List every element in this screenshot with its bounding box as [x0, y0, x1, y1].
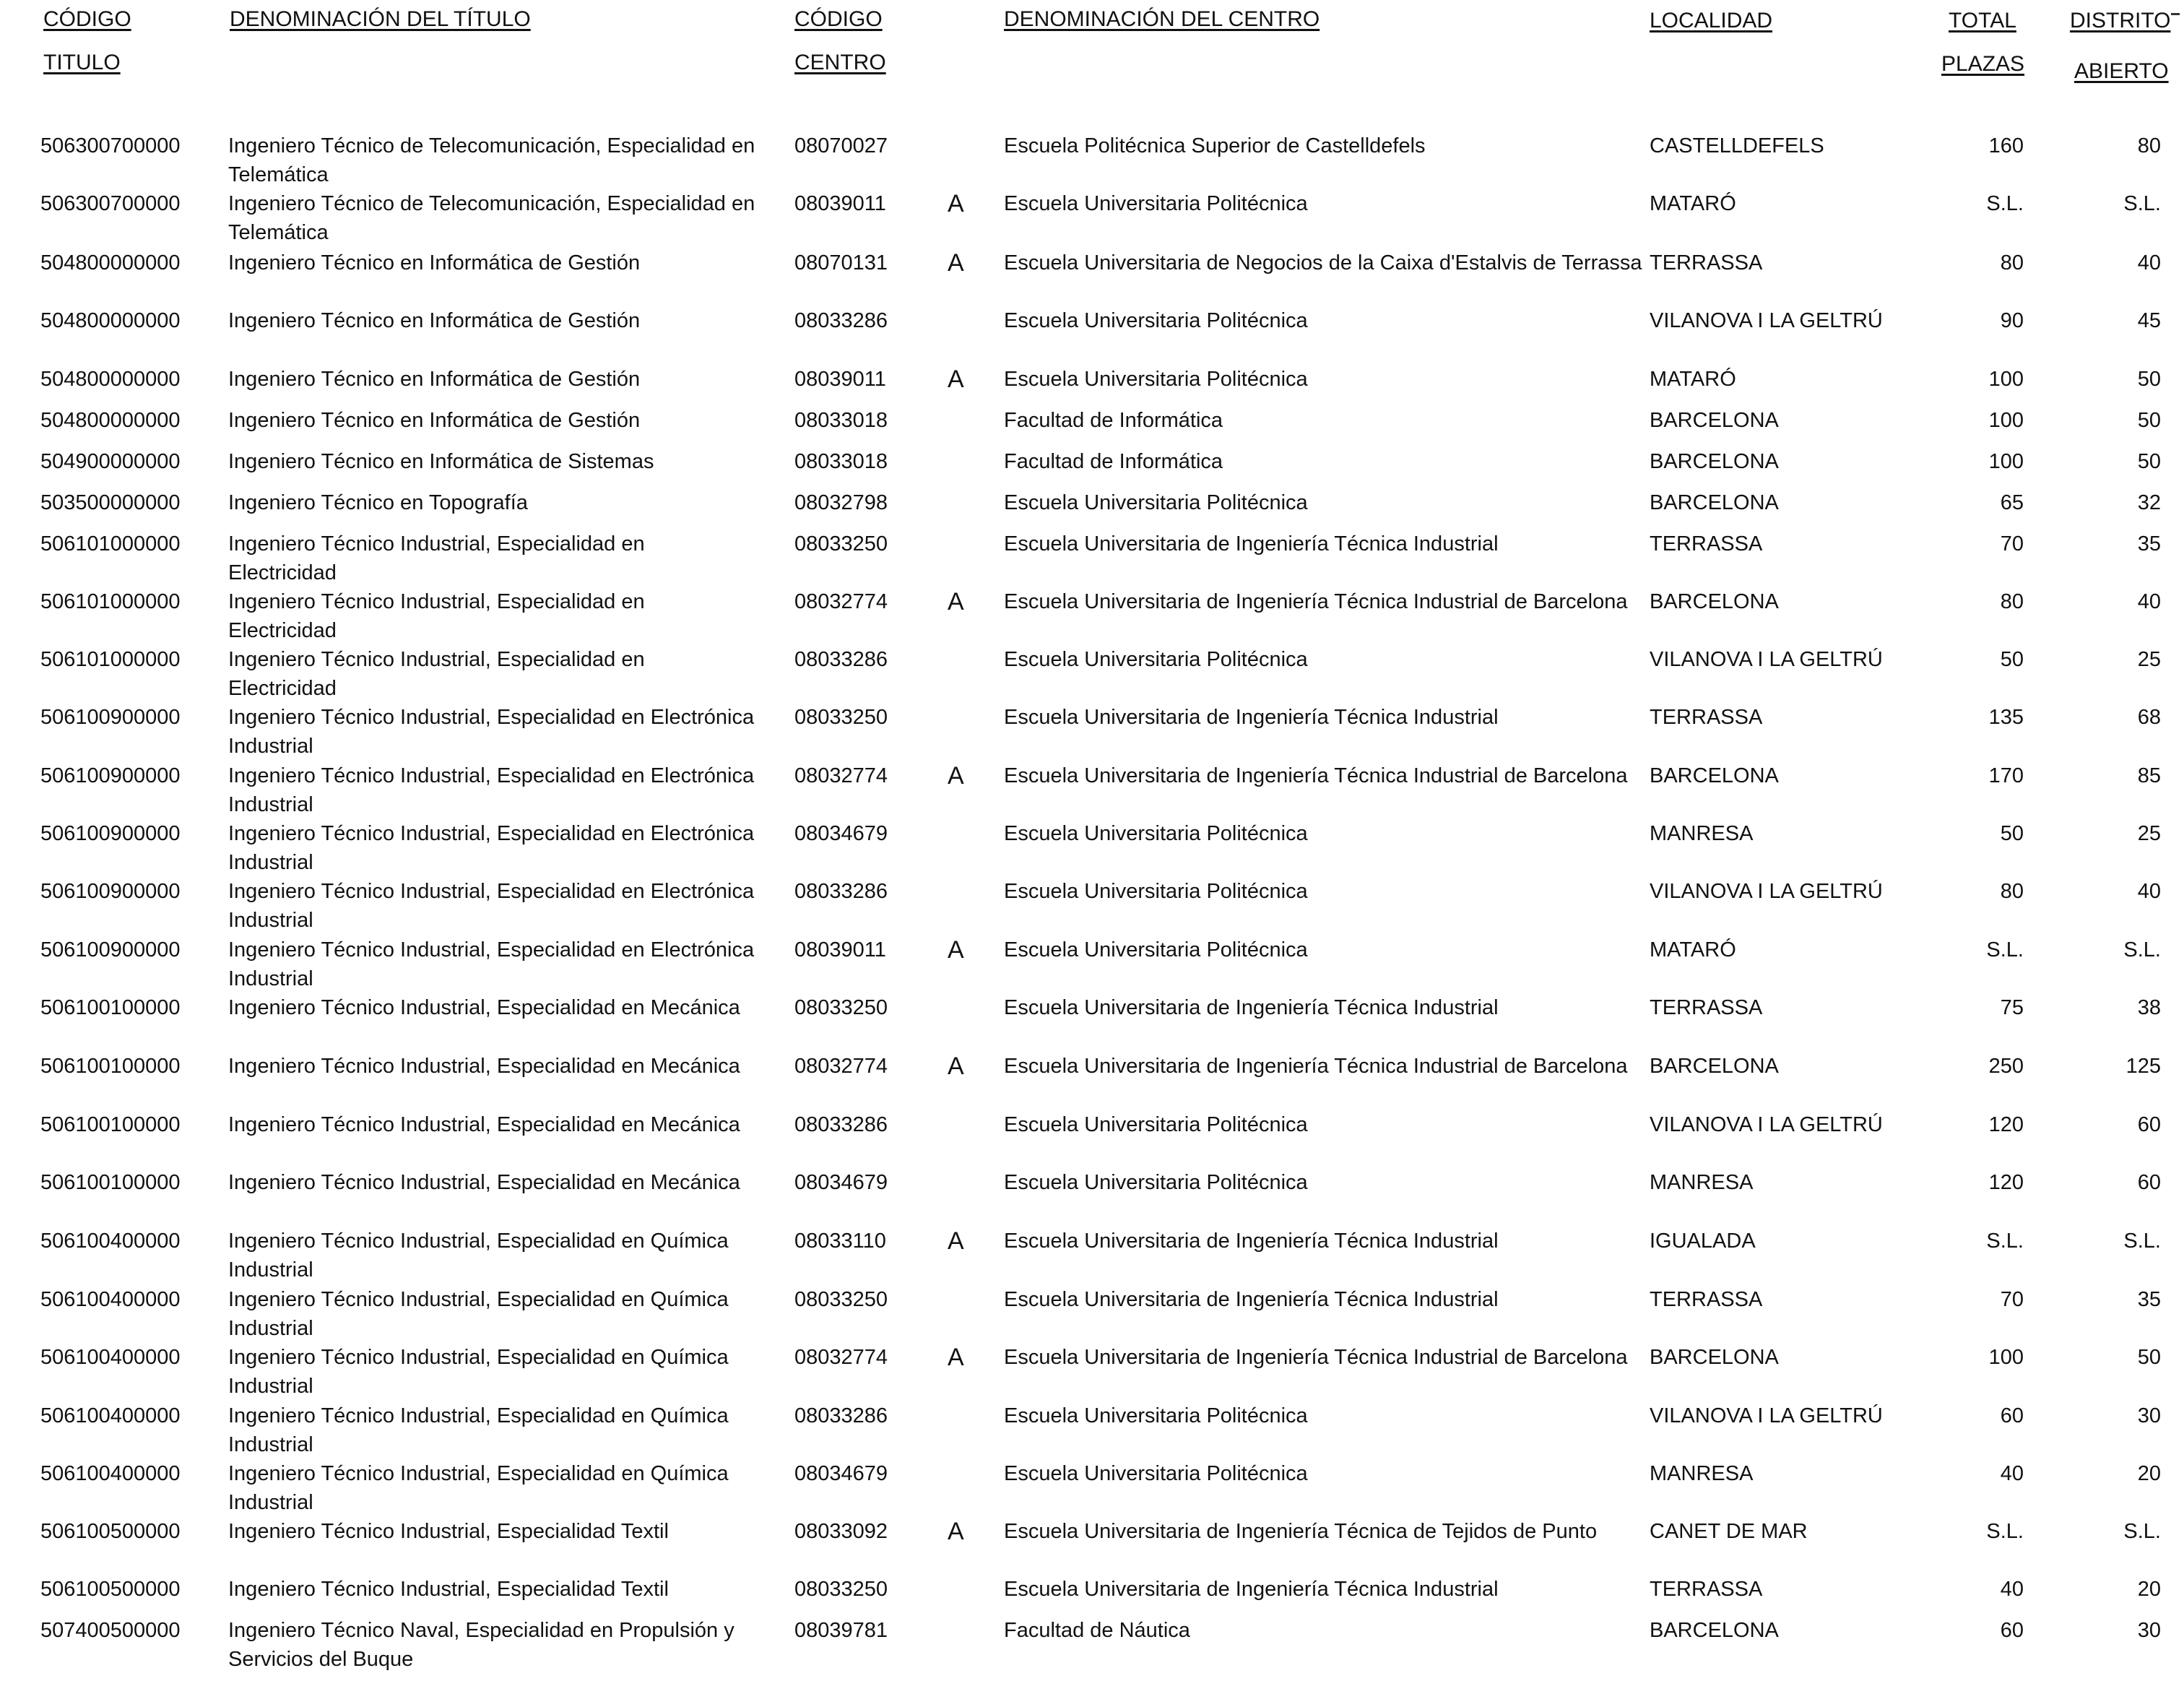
denominacion-centro: Escuela Universitaria Politécnica	[1004, 880, 1308, 903]
total-plazas: S.L.	[1986, 192, 2024, 215]
total-plazas: 60	[2000, 1404, 2024, 1427]
codigo-centro: 08034679	[794, 1462, 888, 1485]
denominacion-centro: Escuela Universitaria de Ingeniería Técnica Industrial de Barcelona	[1004, 764, 1628, 787]
denominacion-titulo: Ingeniero Técnico en Informática de Sistemas	[228, 450, 654, 473]
denominacion-titulo: Ingeniero Técnico Industrial, Especialidad en Mecánica	[228, 1171, 740, 1194]
flag-a: A	[948, 1227, 964, 1255]
distrito-abierto: 68	[2137, 706, 2161, 729]
localidad: BARCELONA	[1650, 450, 1779, 473]
distrito-abierto: S.L.	[2123, 1230, 2161, 1253]
distrito-abierto: 50	[2137, 450, 2161, 473]
codigo-titulo: 506100500000	[40, 1520, 181, 1543]
codigo-centro: 08033286	[794, 1113, 888, 1136]
denominacion-titulo: Ingeniero Técnico en Topografía	[228, 491, 528, 514]
distrito-abierto: 40	[2137, 590, 2161, 613]
denominacion-centro: Escuela Universitaria Politécnica	[1004, 192, 1308, 215]
codigo-titulo: 506100100000	[40, 1055, 181, 1078]
codigo-titulo: 504800000000	[40, 409, 181, 432]
denominacion-titulo: Ingeniero Técnico Industrial, Especialidad Textil	[228, 1578, 669, 1601]
total-plazas: 100	[1988, 1346, 2024, 1369]
localidad: VILANOVA I LA GELTRÚ	[1650, 648, 1883, 671]
denominacion-centro: Escuela Universitaria Politécnica	[1004, 491, 1308, 514]
codigo-titulo: 506100900000	[40, 880, 181, 903]
header-codigo-centro-line2: CENTRO	[794, 51, 886, 74]
codigo-centro: 08033250	[794, 996, 888, 1019]
distrito-abierto: 85	[2137, 764, 2161, 787]
edge-mark	[2171, 13, 2180, 15]
total-plazas: 70	[2000, 532, 2024, 556]
denominacion-titulo: Ingeniero Técnico en Informática de Gestión	[228, 251, 641, 275]
codigo-titulo: 506100900000	[40, 764, 181, 787]
flag-a: A	[948, 1344, 964, 1371]
header-denominacion-titulo: DENOMINACIÓN DEL TÍTULO	[230, 7, 531, 31]
codigo-titulo: 506101000000	[40, 648, 181, 671]
distrito-abierto: 40	[2137, 251, 2161, 275]
total-plazas: 65	[2000, 491, 2024, 514]
localidad: VILANOVA I LA GELTRÚ	[1650, 880, 1883, 903]
denominacion-centro: Escuela Universitaria Politécnica	[1004, 368, 1308, 391]
localidad: MANRESA	[1650, 1462, 1754, 1485]
codigo-titulo: 506100900000	[40, 706, 181, 729]
denominacion-titulo: Ingeniero Técnico Industrial, Especialidad Textil	[228, 1520, 669, 1543]
total-plazas: 40	[2000, 1462, 2024, 1485]
distrito-abierto: 60	[2137, 1171, 2161, 1194]
denominacion-titulo: Ingeniero Técnico Industrial, Especialidad en Mecánica	[228, 996, 740, 1019]
flag-a: A	[948, 936, 964, 964]
denominacion-titulo: Ingeniero Técnico Industrial, Especialidad en Mecánica	[228, 1055, 740, 1078]
codigo-titulo: 506100400000	[40, 1462, 181, 1485]
header-codigo-titulo-line1: CÓDIGO	[43, 7, 131, 31]
distrito-abierto: 60	[2137, 1113, 2161, 1136]
codigo-titulo: 506100100000	[40, 1113, 181, 1136]
localidad: BARCELONA	[1650, 764, 1779, 787]
distrito-abierto: 50	[2137, 409, 2161, 432]
codigo-titulo: 506100400000	[40, 1346, 181, 1369]
denominacion-centro: Escuela Universitaria de Ingeniería Técnica Industrial	[1004, 1578, 1499, 1601]
localidad: MATARÓ	[1650, 938, 1736, 961]
flag-a: A	[948, 249, 964, 277]
codigo-titulo: 506100500000	[40, 1578, 181, 1601]
denominacion-centro: Escuela Universitaria de Ingeniería Técnica Industrial	[1004, 996, 1499, 1019]
localidad: MATARÓ	[1650, 368, 1736, 391]
localidad: BARCELONA	[1650, 590, 1779, 613]
localidad: MANRESA	[1650, 822, 1754, 845]
denominacion-centro: Escuela Universitaria Politécnica	[1004, 648, 1308, 671]
codigo-centro: 08033110	[794, 1230, 886, 1253]
localidad: TERRASSA	[1650, 1578, 1763, 1601]
codigo-titulo: 506100100000	[40, 996, 181, 1019]
denominacion-centro: Escuela Universitaria Politécnica	[1004, 938, 1308, 961]
denominacion-titulo: Ingeniero Técnico Industrial, Especialidad en Electrónica Industrial	[228, 764, 755, 816]
localidad: TERRASSA	[1650, 251, 1763, 275]
distrito-abierto: 50	[2137, 368, 2161, 391]
localidad: BARCELONA	[1650, 1055, 1779, 1078]
codigo-centro: 08070131	[794, 251, 888, 275]
codigo-centro: 08070027	[794, 134, 888, 157]
denominacion-centro: Escuela Universitaria de Ingeniería Técnica Industrial de Barcelona	[1004, 590, 1628, 613]
distrito-abierto: 20	[2137, 1578, 2161, 1601]
denominacion-titulo: Ingeniero Técnico Industrial, Especialidad en Química Industrial	[228, 1288, 729, 1340]
total-plazas: 70	[2000, 1288, 2024, 1311]
denominacion-titulo: Ingeniero Técnico Industrial, Especialidad en Mecánica	[228, 1113, 740, 1136]
localidad: MATARÓ	[1650, 192, 1736, 215]
distrito-abierto: 25	[2137, 648, 2161, 671]
distrito-abierto: 25	[2137, 822, 2161, 845]
localidad: VILANOVA I LA GELTRÚ	[1650, 1113, 1883, 1136]
distrito-abierto: 45	[2137, 309, 2161, 332]
codigo-centro: 08032774	[794, 764, 888, 787]
codigo-titulo: 504800000000	[40, 368, 181, 391]
total-plazas: 50	[2000, 822, 2024, 845]
denominacion-centro: Escuela Universitaria de Ingeniería Técnica Industrial	[1004, 706, 1499, 729]
localidad: CASTELLDEFELS	[1650, 134, 1824, 157]
codigo-centro: 08033286	[794, 1404, 888, 1427]
flag-a: A	[948, 588, 964, 615]
distrito-abierto: 30	[2137, 1404, 2161, 1427]
localidad: TERRASSA	[1650, 996, 1763, 1019]
denominacion-titulo: Ingeniero Técnico Industrial, Especialidad en Química Industrial	[228, 1462, 729, 1514]
distrito-abierto: 35	[2137, 1288, 2161, 1311]
total-plazas: S.L.	[1986, 1230, 2024, 1253]
localidad: TERRASSA	[1650, 706, 1763, 729]
denominacion-titulo: Ingeniero Técnico Industrial, Especialidad en Electrónica Industrial	[228, 880, 755, 932]
denominacion-titulo: Ingeniero Técnico en Informática de Gestión	[228, 409, 641, 432]
total-plazas: 80	[2000, 251, 2024, 275]
header-codigo-titulo-line2: TITULO	[43, 51, 121, 74]
codigo-centro: 08033286	[794, 880, 888, 903]
header-denominacion-centro: DENOMINACIÓN DEL CENTRO	[1004, 7, 1320, 31]
denominacion-centro: Escuela Universitaria de Ingeniería Técnica Industrial	[1004, 532, 1499, 556]
distrito-abierto: 40	[2137, 880, 2161, 903]
codigo-titulo: 506100400000	[40, 1404, 181, 1427]
codigo-centro: 08033250	[794, 1288, 888, 1311]
denominacion-titulo: Ingeniero Técnico Industrial, Especialidad en Química Industrial	[228, 1346, 729, 1398]
codigo-titulo: 506100900000	[40, 822, 181, 845]
codigo-titulo: 506100100000	[40, 1171, 181, 1194]
denominacion-titulo: Ingeniero Técnico Industrial, Especialidad en Electricidad	[228, 532, 645, 584]
codigo-centro: 08033250	[794, 706, 888, 729]
codigo-centro: 08039011	[794, 192, 886, 215]
denominacion-titulo: Ingeniero Técnico en Informática de Gestión	[228, 309, 641, 332]
denominacion-centro: Escuela Universitaria Politécnica	[1004, 309, 1308, 332]
distrito-abierto: 125	[2126, 1055, 2161, 1078]
denominacion-centro: Escuela Universitaria Politécnica	[1004, 1171, 1308, 1194]
total-plazas: 120	[1988, 1113, 2024, 1136]
flag-a: A	[948, 762, 964, 790]
distrito-abierto: S.L.	[2123, 192, 2161, 215]
denominacion-centro: Escuela Universitaria Politécnica	[1004, 1113, 1308, 1136]
total-plazas: 40	[2000, 1578, 2024, 1601]
codigo-titulo: 504900000000	[40, 450, 181, 473]
codigo-titulo: 504800000000	[40, 309, 181, 332]
denominacion-centro: Escuela Universitaria de Ingeniería Técnica Industrial de Barcelona	[1004, 1055, 1628, 1078]
codigo-titulo: 506100900000	[40, 938, 181, 961]
denominacion-titulo: Ingeniero Técnico Industrial, Especialidad en Electrónica Industrial	[228, 938, 755, 990]
total-plazas: 80	[2000, 590, 2024, 613]
codigo-titulo: 504800000000	[40, 251, 181, 275]
distrito-abierto: 38	[2137, 996, 2161, 1019]
flag-a: A	[948, 190, 964, 217]
localidad: IGUALADA	[1650, 1230, 1756, 1253]
codigo-titulo: 506100400000	[40, 1230, 181, 1253]
localidad: BARCELONA	[1650, 1619, 1779, 1642]
denominacion-titulo: Ingeniero Técnico Naval, Especialidad en Propulsión y Servicios del Buque	[228, 1619, 734, 1671]
total-plazas: 170	[1988, 764, 2024, 787]
total-plazas: 160	[1988, 134, 2024, 157]
codigo-centro: 08039011	[794, 938, 886, 961]
codigo-titulo: 506100400000	[40, 1288, 181, 1311]
codigo-centro: 08034679	[794, 822, 888, 845]
codigo-centro: 08034679	[794, 1171, 888, 1194]
codigo-centro: 08033018	[794, 409, 888, 432]
total-plazas: 100	[1988, 368, 2024, 391]
total-plazas: 120	[1988, 1171, 2024, 1194]
header-total-plazas-line1: TOTAL	[1949, 9, 2016, 33]
denominacion-titulo: Ingeniero Técnico de Telecomunicación, Especialidad en Telemática	[228, 192, 755, 244]
distrito-abierto: 35	[2137, 532, 2161, 556]
codigo-centro: 08033092	[794, 1520, 888, 1543]
total-plazas: 50	[2000, 648, 2024, 671]
codigo-titulo: 506101000000	[40, 590, 181, 613]
codigo-centro: 08032798	[794, 491, 888, 514]
total-plazas: 250	[1988, 1055, 2024, 1078]
denominacion-centro: Escuela Universitaria de Ingeniería Técnica Industrial de Barcelona	[1004, 1346, 1628, 1369]
codigo-centro: 08033286	[794, 648, 888, 671]
localidad: TERRASSA	[1650, 532, 1763, 556]
distrito-abierto: S.L.	[2123, 938, 2161, 961]
denominacion-titulo: Ingeniero Técnico Industrial, Especialidad en Química Industrial	[228, 1404, 729, 1456]
codigo-titulo: 507400500000	[40, 1619, 181, 1642]
distrito-abierto: 20	[2137, 1462, 2161, 1485]
denominacion-titulo: Ingeniero Técnico Industrial, Especialidad en Electricidad	[228, 648, 645, 700]
localidad: MANRESA	[1650, 1171, 1754, 1194]
codigo-centro: 08032774	[794, 590, 888, 613]
distrito-abierto: 32	[2137, 491, 2161, 514]
codigo-centro: 08032774	[794, 1055, 888, 1078]
denominacion-centro: Escuela Universitaria Politécnica	[1004, 822, 1308, 845]
distrito-abierto: 30	[2137, 1619, 2161, 1642]
localidad: CANET DE MAR	[1650, 1520, 1808, 1543]
denominacion-centro: Escuela Politécnica Superior de Castelldefels	[1004, 134, 1426, 157]
denominacion-centro: Escuela Universitaria de Negocios de la Caixa d'Estalvis de Terrassa	[1004, 251, 1642, 275]
total-plazas: S.L.	[1986, 1520, 2024, 1543]
flag-a: A	[948, 1053, 964, 1080]
denominacion-titulo: Ingeniero Técnico Industrial, Especialidad en Electrónica Industrial	[228, 706, 755, 758]
denominacion-centro: Facultad de Náutica	[1004, 1619, 1190, 1642]
codigo-titulo: 506101000000	[40, 532, 181, 556]
total-plazas: 100	[1988, 409, 2024, 432]
codigo-centro: 08039011	[794, 368, 886, 391]
codigo-centro: 08039781	[794, 1619, 888, 1642]
total-plazas: S.L.	[1986, 938, 2024, 961]
denominacion-titulo: Ingeniero Técnico Industrial, Especialidad en Electrónica Industrial	[228, 822, 755, 874]
header-codigo-centro-line1: CÓDIGO	[794, 7, 883, 31]
localidad: BARCELONA	[1650, 491, 1779, 514]
denominacion-titulo: Ingeniero Técnico Industrial, Especialidad en Química Industrial	[228, 1230, 729, 1282]
header-distrito-abierto-line2: ABIERTO	[2074, 59, 2169, 83]
denominacion-centro: Facultad de Informática	[1004, 450, 1223, 473]
distrito-abierto: 80	[2137, 134, 2161, 157]
total-plazas: 75	[2000, 996, 2024, 1019]
total-plazas: 90	[2000, 309, 2024, 332]
header-distrito-abierto-line1: DISTRITO	[2070, 9, 2171, 33]
codigo-centro: 08033250	[794, 1578, 888, 1601]
denominacion-centro: Escuela Universitaria de Ingeniería Técnica Industrial	[1004, 1230, 1499, 1253]
codigo-titulo: 506300700000	[40, 192, 181, 215]
denominacion-titulo: Ingeniero Técnico en Informática de Gestión	[228, 368, 641, 391]
header-total-plazas-line2: PLAZAS	[1941, 52, 2025, 76]
codigo-titulo: 503500000000	[40, 491, 181, 514]
denominacion-centro: Escuela Universitaria Politécnica	[1004, 1404, 1308, 1427]
distrito-abierto: S.L.	[2123, 1520, 2161, 1543]
localidad: VILANOVA I LA GELTRÚ	[1650, 1404, 1883, 1427]
header-localidad: LOCALIDAD	[1650, 9, 1773, 33]
total-plazas: 100	[1988, 450, 2024, 473]
denominacion-centro: Escuela Universitaria de Ingeniería Técnica Industrial	[1004, 1288, 1499, 1311]
denominacion-centro: Escuela Universitaria de Ingeniería Técnica de Tejidos de Punto	[1004, 1520, 1598, 1543]
codigo-centro: 08033286	[794, 309, 888, 332]
flag-a: A	[948, 366, 964, 393]
denominacion-titulo: Ingeniero Técnico de Telecomunicación, Especialidad en Telemática	[228, 134, 755, 186]
denominacion-titulo: Ingeniero Técnico Industrial, Especialidad en Electricidad	[228, 590, 645, 642]
localidad: BARCELONA	[1650, 1346, 1779, 1369]
total-plazas: 60	[2000, 1619, 2024, 1642]
localidad: VILANOVA I LA GELTRÚ	[1650, 309, 1883, 332]
denominacion-centro: Escuela Universitaria Politécnica	[1004, 1462, 1308, 1485]
codigo-titulo: 506300700000	[40, 134, 181, 157]
total-plazas: 135	[1988, 706, 2024, 729]
codigo-centro: 08033018	[794, 450, 888, 473]
denominacion-centro: Facultad de Informática	[1004, 409, 1223, 432]
localidad: TERRASSA	[1650, 1288, 1763, 1311]
codigo-centro: 08033250	[794, 532, 888, 556]
flag-a: A	[948, 1518, 964, 1545]
total-plazas: 80	[2000, 880, 2024, 903]
distrito-abierto: 50	[2137, 1346, 2161, 1369]
codigo-centro: 08032774	[794, 1346, 888, 1369]
localidad: BARCELONA	[1650, 409, 1779, 432]
